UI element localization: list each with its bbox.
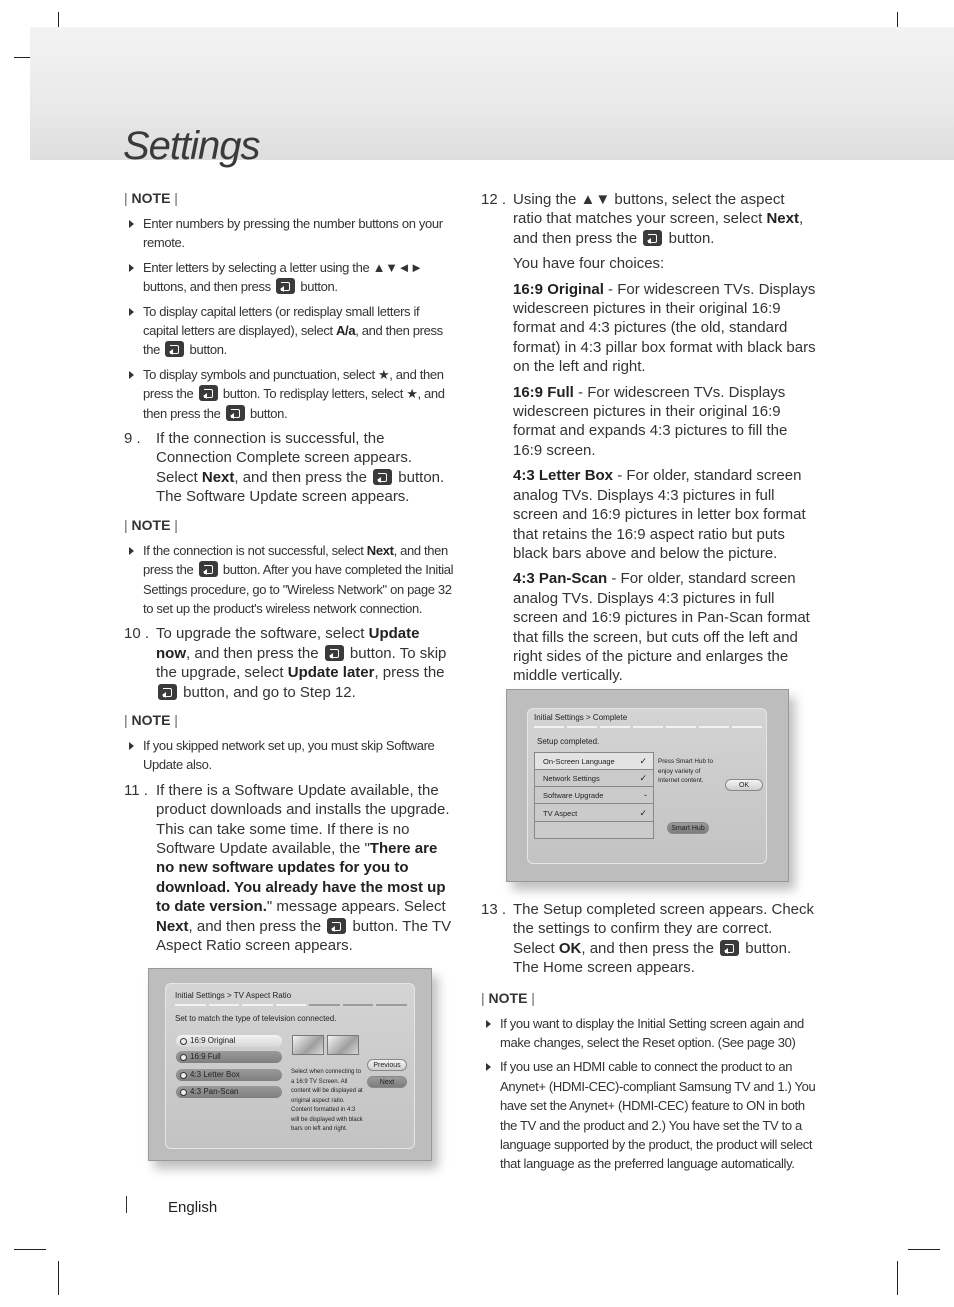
summary-row: TV Aspect ✓ (535, 805, 653, 822)
right-column (481, 190, 816, 692)
note-item: If you use an HDMI cable to connect the product to an Anynet+ (HDMI-CEC)-compliant Samsung TV and 1.) You have set the Anynet+ (HDMI-CEC) feature to ON in both the TV and the product and 2.) You have set the TV to a language supported by the product, the product will select that language as the preferred language automatically. (481, 1057, 816, 1173)
option-4-3-pan-scan[interactable]: 4:3 Pan-Scan (176, 1086, 282, 1098)
step-text: The Setup completed screen appears. Check the settings to confirm they are correct. Select OK, and then press the button. The Home screen appears. (513, 901, 815, 977)
summary-row: Network Settings ✓ (535, 770, 653, 787)
note-item: If the connection is not successful, select Next, and then press the button. After you have completed the Initial Settings procedure, go to "Wireless Network" on page 32 to set up the product's wireless network connection. (124, 541, 456, 619)
summary-row: On-Screen Language ✓ (535, 753, 653, 770)
note-item: If you skipped network set up, you must skip Software Update also. (124, 736, 456, 775)
choices-intro: You have four choices: (513, 255, 665, 273)
option-description: Select when connecting to a 16:9 TV Screen. All content will be displayed at original aspect ratio. Content formatted in 4:3 will be displayed with black bars on left and right. (291, 1069, 363, 1132)
choice-16-9-full: 16:9 Full - For widescreen TVs. Displays widescreen pictures in their original 16:9 format and expands 4:3 pictures to fill the 16:9 screen. (513, 383, 788, 459)
crop-mark (897, 1261, 898, 1295)
enter-button-icon (226, 405, 245, 421)
enter-button-icon (276, 278, 295, 294)
preview-thumbnail (327, 1035, 359, 1055)
crop-mark (14, 1249, 46, 1250)
screen-panel (527, 708, 767, 864)
ok-button[interactable]: OK (725, 779, 763, 791)
choice-4-3-pan-scan: 4:3 Pan-Scan - For older, standard screen analog TVs. Displays 4:3 pictures in full screen and 16:9 pictures in Pan-Scan format that fills the screen, but cuts off the left and right sides of the picture and enlarges the middle vertically. (513, 570, 810, 685)
enter-button-icon (199, 385, 218, 401)
note-item: If you want to display the Initial Setting screen again and make changes, select the Reset option. (See page 30) (481, 1014, 816, 1053)
option-16-9-original[interactable]: 16:9 Original (176, 1035, 282, 1047)
step-text: Using the ▲▼ buttons, select the aspect ratio that matches your screen, select Next, and then press the button. (513, 191, 804, 247)
enter-button-icon (325, 645, 344, 661)
note-heading: | NOTE | (124, 516, 178, 533)
enter-button-icon (165, 341, 184, 357)
step-10 (124, 624, 456, 702)
enter-button-icon (373, 469, 392, 485)
step-number: 13 . (481, 901, 507, 918)
choice-16-9-original: 16:9 Original - For widescreen TVs. Displays widescreen pictures in their original 16:9 format and 4:3 pictures (the old, standard format) in 4:3 pillar box format with black bars on the left and right. (513, 280, 816, 376)
step-number: 10 . (124, 625, 150, 643)
next-button[interactable]: Next (367, 1076, 407, 1088)
step-number: 9 . (124, 430, 141, 448)
footer-language: English (168, 1199, 218, 1216)
step-text: To upgrade the software, select Update now, and then press the button. To skip the upgrade, select Update later, press the button, and go to Step 12. (156, 625, 447, 701)
page-title: Settings (123, 124, 260, 168)
enter-button-icon (158, 684, 177, 700)
note-heading: | NOTE | (124, 190, 178, 206)
note-list (124, 736, 456, 775)
step-number: 11 . (124, 781, 148, 799)
note-list (124, 541, 456, 619)
crop-mark (908, 1249, 940, 1250)
screen-subtitle: Set to match the type of television connected. (175, 1014, 337, 1023)
footer-divider (126, 1196, 127, 1213)
smart-hub-hint: Press Smart Hub to enjoy variety of Internet content. (658, 758, 713, 784)
option-16-9-full[interactable]: 16:9 Full (176, 1051, 282, 1063)
choice-4-3-letter-box: 4:3 Letter Box - For older, standard screen analog TVs. Displays 4:3 pictures in full screen and 16:9 pictures in letter box format that retains the 16:9 aspect ratio but puts black bars above and below the picture. (513, 467, 806, 562)
smart-hub-button[interactable]: Smart Hub (667, 822, 709, 834)
note-item: To display symbols and punctuation, select ★, and then press the button. To redisplay letters, select ★, and then press the button. (124, 365, 456, 423)
step-11 (124, 781, 456, 956)
enter-button-icon (643, 230, 662, 246)
note-item: Enter letters by selecting a letter using the ▲▼◄► buttons, and then press button. (124, 258, 456, 297)
setup-complete-screen (506, 689, 789, 882)
step-9 (124, 429, 456, 507)
note-list (124, 214, 456, 423)
step-text: If there is a Software Update available, the product downloads and installs the upgrade. This can take some time. If there is no Software Update available, the "There are no new software updates for you to download. You already have the most up to date version." message appears. Select Next, and then press the button. The TV Aspect Ratio screen appears. (156, 781, 452, 954)
note-item: Enter numbers by pressing the number buttons on your remote. (124, 214, 456, 253)
screen-title: Initial Settings > TV Aspect Ratio (175, 991, 292, 1000)
note-heading: | NOTE | (481, 989, 535, 1006)
step-number: 12 . (481, 191, 507, 208)
preview-thumbnail (292, 1035, 324, 1055)
crop-mark (58, 1261, 59, 1295)
screen-panel (165, 983, 415, 1149)
enter-button-icon (199, 561, 218, 577)
previous-button[interactable]: Previous (367, 1059, 407, 1071)
tv-aspect-ratio-screen (148, 968, 432, 1161)
right-column-lower (481, 900, 816, 1179)
enter-button-icon (720, 940, 739, 956)
step-12 (481, 190, 816, 248)
progress-bar (175, 1004, 407, 1006)
enter-button-icon (327, 918, 346, 934)
screen-subtitle: Setup completed. (537, 737, 600, 746)
note-item: To display capital letters (or redisplay small letters if capital letters are displayed), select A/a, and then press the button. (124, 302, 456, 360)
summary-row: Software Upgrade - (535, 787, 653, 804)
note-list (481, 1014, 816, 1174)
note-heading: | NOTE | (124, 711, 178, 728)
option-4-3-letter-box[interactable]: 4:3 Letter Box (176, 1069, 282, 1081)
step-13 (481, 900, 816, 978)
step-text: If the connection is successful, the Connection Complete screen appears. Select Next, and then press the button. The Software Update screen appears. (156, 430, 445, 506)
screen-title: Initial Settings > Complete (534, 713, 628, 722)
progress-bar (534, 726, 762, 728)
left-column (124, 190, 456, 965)
